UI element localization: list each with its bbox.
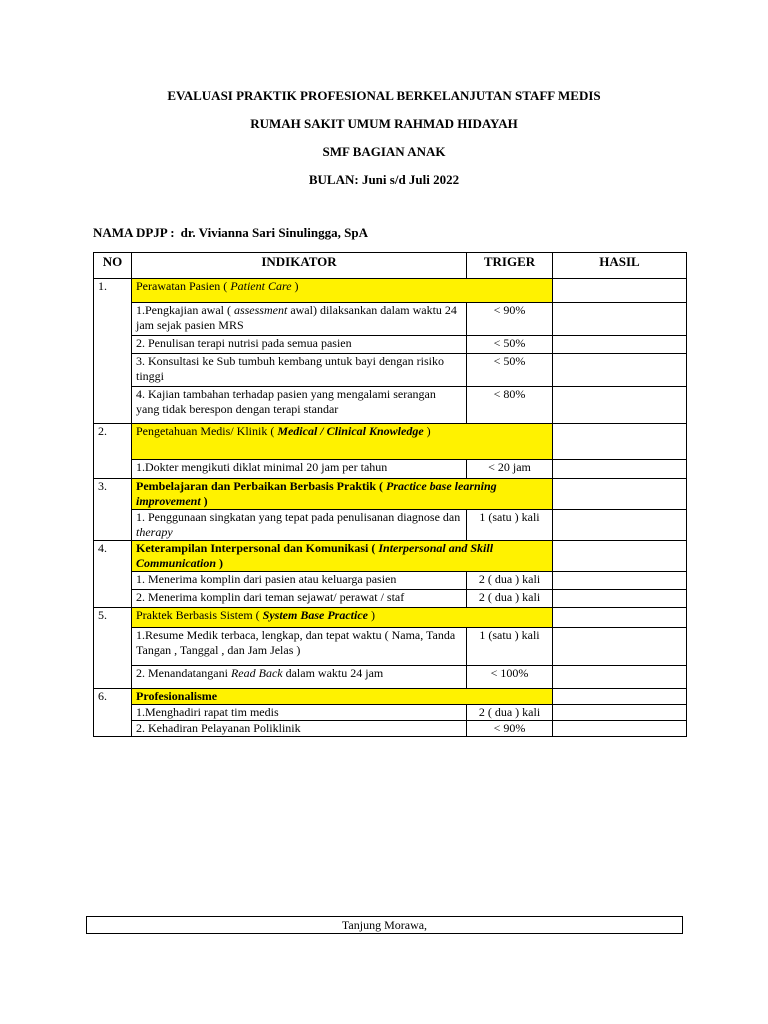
hasil-cell [553, 303, 687, 336]
section-hasil-cell [553, 424, 687, 460]
hasil-cell [553, 510, 687, 541]
section-title-end: ) [370, 608, 375, 622]
hasil-cell [553, 387, 687, 424]
indicator-text-main: 3. Konsultasi ke Sub tumbuh kembang untuk bayi dengan risiko tinggi [136, 354, 444, 383]
indicator-text [132, 628, 467, 666]
section-row [94, 424, 687, 460]
indicator-text [132, 705, 467, 721]
hasil-cell [553, 572, 687, 590]
indicator-row [94, 336, 687, 354]
section-title-text: Profesionalisme [136, 689, 218, 703]
indicator-text-main: 1.Dokter mengikuti diklat minimal 20 jam per tahun [136, 460, 388, 474]
trigger-value: < 50% [467, 336, 553, 354]
period-line: BULAN: Juni s/d Juli 2022 [308, 172, 460, 187]
section-title-text: Perawatan Pasien ( [136, 279, 228, 293]
indicator-text [132, 354, 467, 387]
trigger-value: < 50% [467, 354, 553, 387]
document-title: EVALUASI PRAKTIK PROFESIONAL BERKELANJUTAN STAFF MEDIS [167, 88, 601, 103]
section-title [132, 424, 553, 460]
section-title [132, 608, 553, 628]
indicator-text-main: 4. Kajian tambahan terhadap pasien yang mengalami serangan yang tidak berespon dengan terapi standar [136, 387, 436, 416]
section-hasil-cell [553, 279, 687, 303]
indicator-text [132, 336, 467, 354]
indicator-text-italic: therapy [136, 525, 173, 539]
hasil-cell [553, 336, 687, 354]
section-title-text: Pengetahuan Medis/ Klinik ( [136, 424, 275, 438]
hasil-cell [553, 666, 687, 689]
section-hasil-cell [553, 541, 687, 572]
section-title-text: Pembelajaran dan Perbaikan Berbasis Praktik ( [136, 479, 384, 493]
trigger-value: < 100% [467, 666, 553, 689]
indicator-text-main: 1. Menerima komplin dari pasien atau keluarga pasien [136, 572, 397, 586]
indicator-row [94, 354, 687, 387]
hasil-cell [553, 628, 687, 666]
trigger-value: < 90% [467, 303, 553, 336]
dpjp-label: NAMA DPJP : [93, 225, 175, 240]
section-hasil-cell [553, 608, 687, 628]
indicator-text-rest: awal) dilaksankan dalam waktu 24 jam sejak pasien MRS [136, 303, 457, 332]
section-number: 5. [94, 608, 132, 689]
column-header-hasil: HASIL [553, 253, 687, 279]
trigger-value: 2 ( dua ) kali [467, 572, 553, 590]
indicator-text-main: 2. Menandatangani [136, 666, 228, 680]
section-number: 4. [94, 541, 132, 608]
indicator-text [132, 460, 467, 479]
trigger-value: 2 ( dua ) kali [467, 705, 553, 721]
section-title [132, 279, 553, 303]
section-row [94, 689, 687, 705]
hasil-cell [553, 705, 687, 721]
indicator-text [132, 721, 467, 737]
department-name: SMF BAGIAN ANAK [322, 144, 446, 159]
indicator-row [94, 666, 687, 689]
section-title-end: ) [219, 556, 224, 570]
indicator-text [132, 303, 467, 336]
indicator-text-italic: Read Back [230, 666, 283, 680]
section-hasil-cell [553, 479, 687, 510]
indicator-row [94, 705, 687, 721]
hospital-name: RUMAH SAKIT UMUM RAHMAD HIDAYAH [250, 116, 518, 131]
column-header-no: NO [94, 253, 132, 279]
indicator-text-main: 1.Pengkajian awal ( [136, 303, 231, 317]
table-header-row [94, 253, 687, 279]
indicator-text-italic: assessment [233, 303, 288, 317]
indicator-text-rest: dalam waktu 24 jam [285, 666, 384, 680]
section-title-end: ) [426, 424, 431, 438]
section-hasil-cell [553, 689, 687, 705]
indicator-text-main: 1.Resume Medik terbaca, lengkap, dan tepat waktu ( Nama, Tanda Tangan , Tanggal , dan Jam Jelas ) [136, 628, 456, 657]
hasil-cell [553, 354, 687, 387]
signature-place-box [86, 916, 683, 934]
section-title-english: Patient Care [230, 279, 292, 293]
indicator-row [94, 628, 687, 666]
hasil-cell [553, 721, 687, 737]
section-number: 6. [94, 689, 132, 737]
section-row [94, 479, 687, 510]
column-header-indikator: INDIKATOR [132, 253, 467, 279]
indicator-row [94, 721, 687, 737]
trigger-value: < 80% [467, 387, 553, 424]
indicator-row [94, 303, 687, 336]
section-title [132, 541, 553, 572]
section-number: 3. [94, 479, 132, 541]
dpjp-line [93, 225, 368, 241]
hasil-cell [553, 590, 687, 608]
signature-place: Tanjung Morawa, [341, 918, 428, 932]
section-title-english: Medical / Clinical Knowledge [277, 424, 424, 438]
section-title-text: Keterampilan Interpersonal dan Komunikasi ( [136, 541, 376, 555]
indicator-row [94, 510, 687, 541]
section-title-end: ) [294, 279, 299, 293]
indicator-text [132, 510, 467, 541]
indicator-row [94, 572, 687, 590]
indicator-row [94, 387, 687, 424]
section-title [132, 479, 553, 510]
trigger-value: < 20 jam [467, 460, 553, 479]
trigger-value: 1 (satu ) kali [467, 510, 553, 541]
trigger-value: 1 (satu ) kali [467, 628, 553, 666]
section-title-end: ) [203, 494, 208, 508]
indicator-text-main: 1. Penggunaan singkatan yang tepat pada penulisanan diagnose dan [136, 510, 461, 524]
section-title-english: Practice base learning improvement [136, 479, 497, 508]
section-title-english: System Base Practice [262, 608, 368, 622]
indicator-row [94, 590, 687, 608]
trigger-value: 2 ( dua ) kali [467, 590, 553, 608]
section-row [94, 541, 687, 572]
dpjp-name: dr. Vivianna Sari Sinulingga, SpA [180, 225, 368, 240]
indicator-text [132, 590, 467, 608]
section-row [94, 279, 687, 303]
indicator-text-main: 2. Penulisan terapi nutrisi pada semua pasien [136, 336, 352, 350]
indicator-text [132, 666, 467, 689]
hasil-cell [553, 460, 687, 479]
trigger-value: < 90% [467, 721, 553, 737]
indicator-text-main: 2. Kehadiran Pelayanan Poliklinik [136, 721, 301, 735]
indicator-text [132, 387, 467, 424]
section-number: 2. [94, 424, 132, 479]
section-title [132, 689, 553, 705]
section-title-text: Praktek Berbasis Sistem ( [136, 608, 260, 622]
indicator-text-main: 2. Menerima komplin dari teman sejawat/ perawat / staf [136, 590, 405, 604]
indicator-text [132, 572, 467, 590]
column-header-triger: TRIGER [467, 253, 553, 279]
section-title-english: Interpersonal and Skill Communication [136, 541, 494, 570]
indicator-text-main: 1.Menghadiri rapat tim medis [136, 705, 279, 719]
evaluation-table [93, 252, 687, 737]
indicator-row [94, 460, 687, 479]
section-row [94, 608, 687, 628]
section-number: 1. [94, 279, 132, 424]
